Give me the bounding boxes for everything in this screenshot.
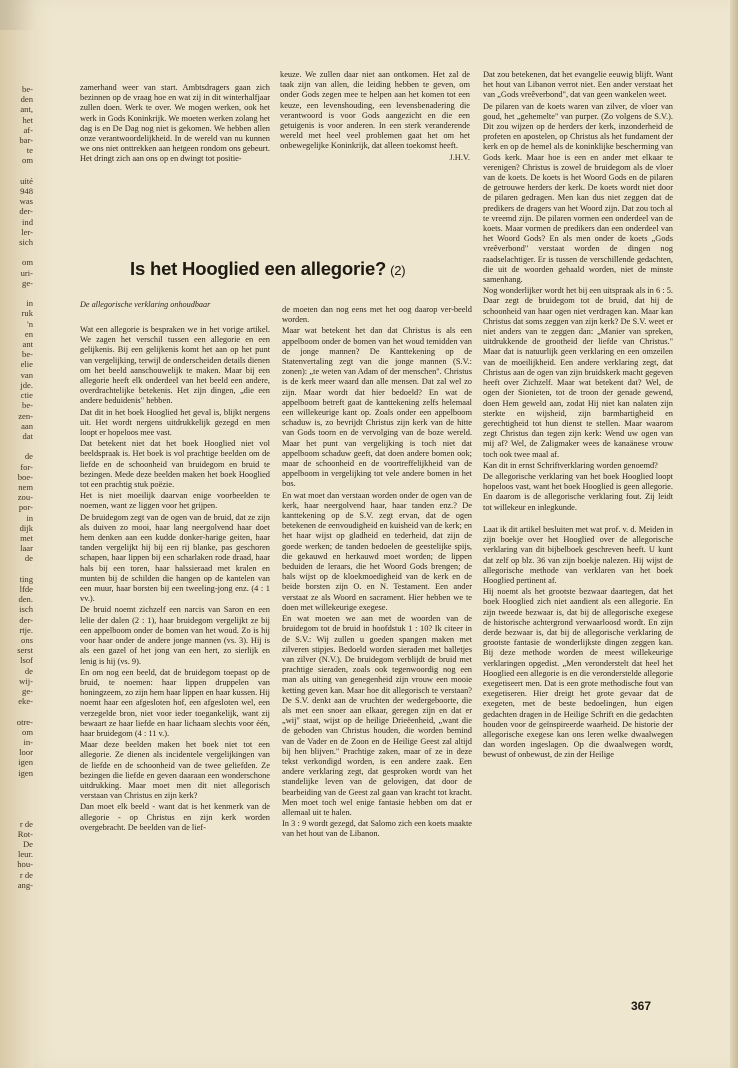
- gutter-fragment: igen: [18, 757, 33, 768]
- gutter-fragment: lsof: [20, 655, 33, 666]
- gutter-fragment: af-: [23, 124, 33, 135]
- gutter-fragment: den: [20, 94, 33, 105]
- gutter-fragment: met: [20, 532, 33, 543]
- gutter-fragment: der-: [19, 614, 33, 625]
- article-paragraph: De allegorische verklaring van het boek Hooglied loopt hopeloos vast, want het boek Hooglied is geen allegorie. En daarom is de allegorische verklaring fout. Zij leidt tot willekeur en inlegkunde.: [483, 471, 673, 512]
- gutter-fragment: [3, 808, 33, 818]
- article-title-text: Is het Hooglied een allegorie?: [130, 258, 387, 279]
- intro-paragraph: zamerhand weer van start. Ambtsdragers gaan zich bezinnen op de vraag hoe en wat zij in dit winterhalfjaar zullen doen. Werk te over. We mogen werken, ook het werk in Gods Koninkrijk. We moeten werken zolang het dag is en De Dag nog niet is gekomen. We hebben allen onze verantwoordelijkheid. In de wereld van nu kunnen we ons niet onttrekken aan hetgeen rondom ons gebeurt. Het dringt zich aan ons op en dwingt tot positie-: [80, 83, 270, 164]
- gutter-fragment: wij-: [19, 675, 33, 686]
- gutter-fragment: nem: [18, 481, 33, 492]
- article-column-middle: [282, 305, 472, 841]
- intro-column-1: [80, 83, 270, 166]
- article-paragraph: Dat zou betekenen, dat het evangelie eeuwig blijft. Want het hout van Libanon verrot niet. Een ander verstaat het van „Gods vreêverbond", dat van geen wankelen weet.: [483, 70, 673, 100]
- gutter-fragment: lfde: [19, 583, 33, 594]
- gutter-fragment: ant,: [20, 104, 33, 115]
- article-paragraph: Dan moet elk beeld - want dat is het kenmerk van de allegorie - op Christus en zijn kerk worden overgebracht. De beelden van de lief-: [80, 802, 270, 832]
- article-paragraph: Hij noemt als het grootste bezwaar daartegen, dat het boek Hooglied zich niet aandient als een allegorie. En zijn tweede bezwaar is, dat bij de allegorische exegese de historische achtergrond verwaarloosd wordt. En zijn derde bezwaar is, dat bij de allegorische verklaring de grootste fantasie de wonderlijkste dingen zeggen kan. Bij deze methode worden de meest willekeurige verklaringen opgedist. „Men veronderstelt dat heel het Hooglied een allegorie is en die veronderstelde allegorie exegetiseert men. Dat is een grote methodische fout van exegetiseren. Hier dreigt het grote gevaar dat de exegeten, met de beste bedoelingen, hun eigen gedachten dragen in de Heilige Schrift en die gedachten houden voor de geïnspireerde waarheid. De historie der allegorische exegese kan ons leren welke dwaalwegen dan worden ingeslagen. Op die dwaalwegen wordt, bewust of onbewust, de zin der Heilige: [483, 587, 673, 760]
- article-paragraph: De pilaren van de koets waren van zilver, de vloer van goud, het „gehemelte" van purper. (Zo volgens de S.V.). Dit zou wijzen op de herders der kerk, inzonderheid de profeten en apostelen, op Christus als het fundament der kerk en op de hemel als de koninklijke bescherming van Gods kerk. Maar hoe is een en ander met elkaar te verenigen? Christus is zowel de bruidegom als de vloer van de koets. De koets is het Woord Gods en de pilaren de getrouwe herders der kerk. De koets wordt niet door de pilaren gedragen. Men kan dus niet zeggen dat de predikers de dragers van het Woord zijn. Dat zou toch al te vreemd zijn. De pilaren vormen een onderdeel van de koets. Maar vormen de predikers dan een onderdeel van het Woord Gods? En als men onder de koets „Gods vreêverbond" verstaat worden de dingen nog raadselachtiger. Er is tussen de verschillende gedachten, die uit de woorden gehaald worden, niet de minste samenhang.: [483, 101, 673, 285]
- gutter-fragment: het: [22, 114, 33, 125]
- gutter-fragment: ang-: [17, 879, 33, 890]
- gutter-fragment: elie: [20, 359, 33, 370]
- gutter-fragment: uité: [20, 175, 33, 186]
- article-part-number: (2): [390, 263, 406, 278]
- article-title: [130, 258, 480, 280]
- article-paragraph: Dat betekent niet dat het boek Hooglied niet vol beeldspraak is. Het boek is vol prachtige beelden om de liefde en de schoonheid van bruidegom en bruid te bezingen. Mede deze beelden maken het boek Hooglied tot een prachtig stuk poëzie.: [80, 439, 270, 490]
- article-paragraph: En wat moet dan verstaan worden onder de ogen van de kerk, haar neergolvend haar, haar tanden enz.? De kanttekening op de S.V. zegt ervan, dat de ogen betekenen de eenvoudigheid en kuisheid van de kerk; en het haar wijst op gladheid en tederheid, dat zijn de goede werken; de tanden bedoelen de geestelijke spijs, die gekauwd en herkauwd moet worden; de lippen beduiden de leraars, die het Woord Gods brengen; de hals wijst op de kloekmoedigheid van de kerk en de beide borsten zijn O. en N. Testament. Een ander verstaat ze als Woord en sacrament. Hier hebben we te doen met willekeurige exegese.: [282, 490, 472, 612]
- gutter-fragment: en: [24, 328, 33, 339]
- gutter-fragment: serst: [17, 645, 33, 656]
- article-paragraph: Laat ik dit artikel besluiten met wat prof. v. d. Meiden in zijn boekje over het Hooglied over de allegorische verklaring van dit bijbelboek geschreven heeft. U kunt dat zelf op blz. 36 van zijn boekje nalezen. Hij wijst de allegorische methode van verklaren van het boek Hooglied pertinent af.: [483, 524, 673, 585]
- gutter-fragment: [3, 441, 33, 451]
- gutter-fragment: [3, 706, 33, 716]
- gutter-fragment: was: [19, 196, 33, 207]
- gutter-fragment: bar-: [19, 135, 33, 146]
- gutter-fragment: [3, 247, 33, 257]
- article-paragraph: De bruidegom zegt van de ogen van de bruid, dat ze zijn als duiven zo mooi, haar lang neergolvend haar doet hem denken aan een kudde donker-harige geiten, haar tanden vergelijkt hij bij een rij blanke, pas geschoren schapen, haar lippen bij een scharlaken rode draad, haar hals bij een toren, haar halssieraad met kralen en munten bij de schilden die hangen op de kantelen van een muur, haar borsten bij een tweeling-jong enz. (4 : 1 vv.).: [80, 512, 270, 604]
- gutter-fragment: be-: [22, 349, 33, 360]
- article-subtitle: De allegorische verklaring onhoudbaar: [80, 300, 211, 309]
- article-paragraph: Dat dit in het boek Hooglied het geval is, blijkt nergens uit. Het wordt nergens uitdrukkelijk gezegd en men loopt er hopeloos mee vast.: [80, 407, 270, 438]
- gutter-fragment: for-: [20, 461, 33, 472]
- gutter-fragment: r de: [19, 818, 33, 829]
- article-paragraph: Wat een allegorie is bespraken we in het vorige artikel. We zagen het verschil tussen een allegorie en een gelijkenis. Bij een gelijkenis komt het aan op het punt van vergelijking, terwijl de onderscheiden details dienen om het beeld aanschouwelijk te maken. Maar bij een allegorie heeft elk onderdeel van het beeld een andere, overdrachtelijke betekenis. Het zijn dingen, „die een andere beduidenis" hebben.: [80, 325, 270, 406]
- gutter-fragment: Rot-: [17, 828, 33, 839]
- gutter-fragment: be-: [22, 400, 33, 411]
- gutter-fragment: hou-: [17, 859, 33, 870]
- gutter-fragment: por-: [18, 502, 33, 513]
- gutter-fragment: aan: [21, 420, 33, 431]
- gutter-fragment: 'n: [27, 318, 33, 329]
- article-column-left: [80, 325, 270, 834]
- gutter-fragment: [3, 564, 33, 574]
- gutter-fragment: van: [20, 369, 33, 380]
- article-paragraph: Nog wonderlijker wordt het bij een uitspraak als in 6 : 5. Daar zegt de bruidegom tot de bruid, dat hij de schoonheid van haar ogen niet verdragen kan. Maar kan Christus dat soms zeggen van zijn kerk? De S.V. weet er niet anders van te zeggen dan: „Manier van spreken, uitdrukkende de grootheid der liefde van Christus." Maar dat is natuurlijk geen verklaring en een omzeilen van de moeilijkheid. Een andere verklaring zegt, dat Christus aan de ogen van zijn bruidskerk macht gegeven heeft over Zichzelf. Maar wat betekent dat? Wel, de ogen der Sionieten, tot de troon der genade gewend, doen Hem geweld aan, zodat Hij niet kan nalaten zijn sterkte en wijsheid, zijn barmhartigheid en gerechtigheid tot hun dienst te stellen. Maar waarom zegt Christus dan tegen zijn kerk: Wend uw ogen van mij af? Wel, de Zaligmaker wees de kanaänese vrouw toch ook twee maal af.: [483, 286, 673, 459]
- gutter-fragment: isch: [19, 604, 33, 615]
- intro-column-2: [280, 70, 470, 164]
- gutter-fragment: de: [24, 665, 33, 676]
- gutter-fragment: [3, 798, 33, 808]
- gutter-fragment: ge-: [22, 277, 33, 288]
- gutter-fragment: ruk: [21, 308, 33, 319]
- article-paragraph: En om nog een beeld, dat de bruidegom toepast op de bruid, te noemen: haar lippen druppelen van honingzeem, zo zijn hem haar lippen en haar kussen. Hij noemt haar een afgesloten hof, een afgesloten wel, een verzegelde bron, niet voor ieder toegankelijk, want zij bewaart ze haar liefde en haar lichaam slechts voor één, haar bruidegom (4 : 11 v.).: [80, 667, 271, 738]
- gutter-fragment: eke-: [18, 696, 33, 707]
- gutter-fragment: De: [22, 839, 33, 850]
- gutter-fragment: de: [24, 451, 33, 462]
- article-paragraph: Maar deze beelden maken het boek niet tot een allegorie. Ze dienen als incidentele vergelijkingen van de liefde en de schoonheid van de twee geliefden. Ze bezingen die liefde en geven daaraan een wonderschone uitdrukking. Maar moet men dit niet allegorisch verstaan van Christus en zijn kerk?: [80, 740, 270, 801]
- gutter-fragment: uri-: [20, 267, 33, 278]
- gutter-fragment: [3, 288, 33, 298]
- gutter-fragment: ler-: [21, 226, 33, 237]
- gutter-fragment: be-: [22, 84, 33, 94]
- gutter-fragment: om: [22, 155, 33, 166]
- previous-page-edge-text: [3, 84, 33, 890]
- article-paragraph: [483, 514, 673, 524]
- gutter-fragment: ons: [21, 634, 33, 645]
- gutter-fragment: der-: [19, 206, 33, 217]
- article-column-right: [483, 70, 673, 762]
- gutter-fragment: [3, 778, 33, 788]
- gutter-fragment: in-: [23, 737, 33, 747]
- gutter-fragment: ant: [22, 339, 33, 350]
- gutter-fragment: rtje.: [19, 624, 33, 635]
- gutter-fragment: [3, 788, 33, 798]
- gutter-fragment: ind: [22, 216, 33, 227]
- gutter-fragment: in: [26, 298, 33, 309]
- gutter-fragment: om: [22, 726, 33, 737]
- page-edge: [730, 0, 738, 1068]
- gutter-fragment: de: [24, 553, 33, 564]
- article-paragraph: Kan dit in ernst Schriftverklaring worden genoemd?: [483, 460, 658, 470]
- gutter-fragment: zou-: [17, 492, 33, 503]
- gutter-fragment: [3, 166, 33, 176]
- gutter-fragment: in: [26, 512, 33, 523]
- gutter-fragment: te: [26, 145, 33, 156]
- intro-paragraph: keuze. We zullen daar niet aan ontkomen. Het zal de taak zijn van allen, die leiding hebben te geven, om onder Gods zegen mee te helpen aan het komen tot een keuze, een levenshouding, een levensbenadering die verantwoord is voor Gods aangezicht en die een getuigenis is voor anderen. In een sterk veranderende wereld met heel veel problemen gaat het om het onbewegelijke Koninkrijk, dat alleen toekomst heeft.: [280, 70, 470, 151]
- article-paragraph: In 3 : 9 wordt gezegd, dat Salomo zich een koets maakte van het hout van de Libanon.: [282, 819, 472, 839]
- gutter-fragment: otre-: [16, 716, 33, 727]
- gutter-fragment: jde.: [20, 379, 33, 390]
- gutter-fragment: ge-: [22, 685, 33, 696]
- article-paragraph: Maar wat betekent het dan dat Christus is als een appelboom onder de bomen van het woud temidden van de jonge mannen? De Kanttekening op de Statenvertaling zegt van die jonge mannen (S.V.: zonen): „te weten van Adam of der menschen". Christus is de kerk meer waard dan alle mensen. Dat zal wel zo zijn. Maar wordt dat hier bedoeld? En wat de appelboom betreft gaat de kanttekening zelfs helemaal een willekeurige kant op. Zoals onder een appelboom schaduw is, zo bevrijdt Christus zijn kerk van de hitte van Gods toorn en de vervolging van de boze wereld. Maar het punt van vergelijking is toch niet dat appelboom schaduw geeft, dat doen andere bomen ook; maar de schoonheid en de voortreffelijkheid van de appelboom in vergelijking tot vele andere bomen in het bos.: [282, 326, 472, 489]
- article-paragraph: de moeten dan nog eens met het oog daarop ver-beeld worden.: [282, 305, 472, 325]
- gutter-fragment: igen: [18, 767, 33, 778]
- gutter-fragment: sich: [19, 237, 33, 248]
- gutter-fragment: boe-: [17, 471, 33, 482]
- gutter-fragment: 948: [20, 186, 33, 197]
- page-number: 367: [631, 999, 652, 1013]
- article-paragraph: Het is niet moeilijk daarvan enige voorbeelden te noemen, want ze liggen voor het grijpen.: [80, 491, 270, 511]
- gutter-fragment: om: [22, 257, 33, 268]
- gutter-fragment: ctie: [20, 390, 33, 401]
- gutter-fragment: r de: [19, 869, 33, 880]
- gutter-fragment: ting: [19, 573, 33, 584]
- gutter-fragment: den.: [18, 594, 33, 605]
- gutter-fragment: laar: [20, 543, 33, 554]
- gutter-fragment: dijk: [19, 522, 33, 533]
- gutter-fragment: leur.: [17, 849, 33, 860]
- article-paragraph: En wat moeten we aan met de woorden van de bruidegom tot de bruid in hoofdstuk 1 : 10? Ik citeer in de S.V.: Wij zullen u goeden spangen maken met zilveren stipjes. Bedoeld worden sieraden met balletjes van zilver (N.V.). De bruidegom verblijdt de bruid met prachtige sieraden, zoals ook tegenwoordig nog een man als uiting van genegenheid zijn vrouw een mooie ketting geven kan. Maar hoe dit allegorisch te verstaan? De S.V. denkt aan de vruchten der wedergeboorte, die als met een snoer aan elkaar, geregen zijn en dat er „wij" staat, wijst op de heilige Drieëenheid, „want die de geboden van Christus houden, die worden bemind van de Vader en de Zoon en de Heilige Geest zal altijd bij hen blijven." Prachtige zaken, maar of ze in deze tekst verkondigd worden, is een andere zaak. Een andere verklaring zegt, dat gesproken wordt van het standelijke leven van de gelovigen, dat door de bearbeiding van de Geest zal gaan van kracht tot kracht. Men moet toch wel enige fantasie hebben om dat er allemaal uit te halen.: [282, 614, 472, 817]
- author-signature: J.H.V.: [449, 152, 470, 162]
- gutter-fragment: zen-: [18, 410, 33, 421]
- gutter-fragment: dat: [22, 430, 33, 441]
- article-paragraph: De bruid noemt zichzelf een narcis van Saron en een lelie der dalen (2 : 1), haar bruidegom vergelijkt ze bij een appelboom onder de bomen van het woud. Zo is hij voor haar onder de andere jonge mannen (vs. 3). Hij is als een gazel of het jong van een hert, zo sierlijk en lenig is hij (vs. 9).: [80, 605, 270, 666]
- gutter-fragment: loor: [19, 747, 33, 758]
